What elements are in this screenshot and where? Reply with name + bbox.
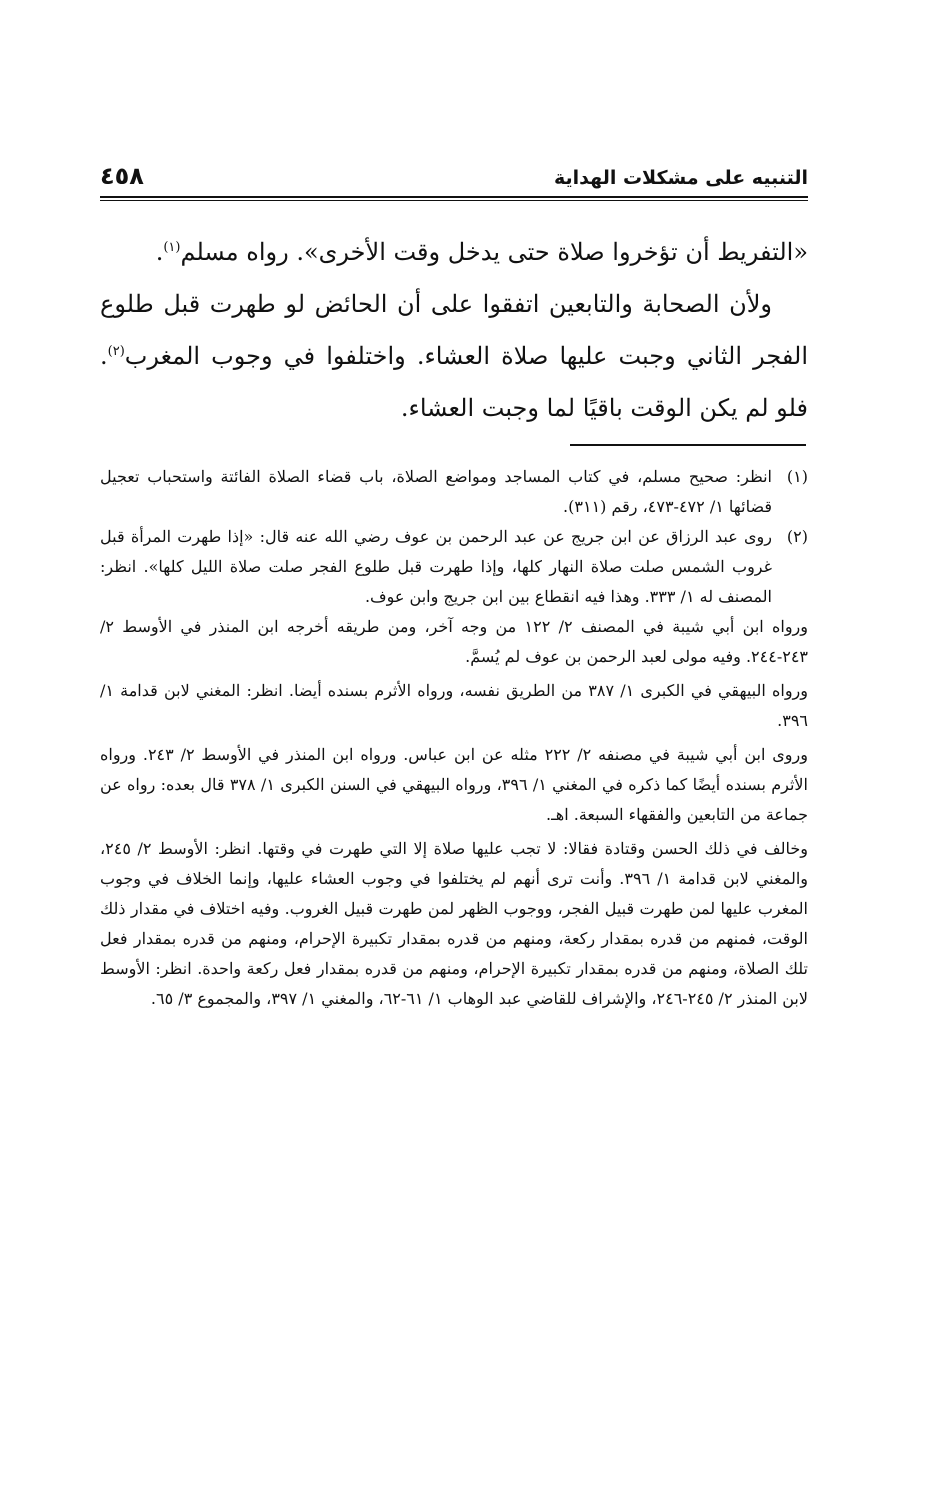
footnote-ref-1[interactable]: (١)	[163, 240, 181, 255]
header-rule	[100, 196, 808, 198]
header-rule-thin	[100, 200, 808, 201]
page-number: ٤٥٨	[100, 162, 144, 190]
footnote-2-number: (٢)	[786, 527, 808, 546]
footnote-2	[100, 522, 808, 612]
running-title: التنبيه على مشكلات الهداية	[554, 167, 808, 189]
footnote-ref-2[interactable]: (٢)	[107, 344, 125, 359]
footnote-1-number: (١)	[786, 467, 808, 486]
footnote-1-text: انظر: صحيح مسلم، في كتاب المساجد ومواضع الصلاة، باب قضاء الصلاة الفائتة واستحباب تعجيل قضائها ١/ ٤٧٢-٤٧٣، رقم (٣١١).	[100, 467, 772, 516]
footnote-2-text: روى عبد الرزاق عن ابن جريج عن عبد الرحمن بن عوف رضي الله عنه قال: «إذا طهرت المرأة قبل غروب الشمس صلت صلاة النهار كلها، وإذا طهرت قبل طلوع الفجر صلت صلاة الليل كلها». انظر: المصنف له ١/ ٣٣٣. وهذا فيه انقطاع بين ابن جريج وابن عوف.	[100, 527, 773, 606]
main-paragraph-1-text: «التفريط أن تؤخروا صلاة حتى يدخل وقت الأخرى». رواه مسلم	[180, 238, 808, 266]
footnote-2-paragraph: ورواه ابن أبي شيبة في المصنف ٢/ ١٢٢ من وجه آخر، ومن طريقه أخرجه ابن المنذر في الأوسط ٢/ ٢٤٣-٢٤٤. وفيه مولى لعبد الرحمن بن عوف لم يُسمَّ.	[100, 617, 808, 666]
footnote-2-paragraph: وخالف في ذلك الحسن وقتادة فقالا: لا تجب عليها صلاة إلا التي طهرت في وقتها. انظر: الأوسط ٢/ ٢٤٥، والمغني لابن قدامة ١/ ٣٩٦. وأنت ترى أنهم لم يختلفوا في وجوب العشاء عليها، وإنما الخلاف في وجوب المغرب عليها لمن طهرت قبيل الفجر، ووجوب الظهر لمن طهرت قبيل الغروب. وفيه اختلاف في مقدار ذلك الوقت، فمنهم من قدره بمقدار ركعة، ومنهم من قدره بمقدار تكبيرة الإحرام، ومنهم من قدره بمقدار فعل تلك الصلاة، ومنهم من قدره بمقدار تكبيرة الإحرام، ومنهم من قدره بمقدار فعل ركعة واحدة. انظر: الأوسط لابن المنذر ٢/ ٢٤٥-٢٤٦، والإشراف للقاضي عبد الوهاب ١/ ٦١-٦٢، والمغني ١/ ٣٩٧، والمجموع ٣/ ٦٥.	[100, 839, 809, 1008]
footnote-1	[100, 462, 808, 522]
footnote-2-paragraph: وروى ابن أبي شيبة في مصنفه ٢/ ٢٢٢ مثله عن ابن عباس. ورواه ابن المنذر في الأوسط ٢/ ٢٤٣. ورواه الأثرم بسنده أيضًا كما ذكره في المغني ١/ ٣٩٦، ورواه البيهقي في السنن الكبرى ١/ ٣٧٨ قال بعده: رواه عن جماعة من التابعين والفقهاء السبعة. اهـ.	[100, 745, 809, 824]
page-header	[100, 150, 808, 190]
main-paragraph-2-text: ولأن الصحابة والتابعين اتفقوا على أن الحائض لو طهرت قبل طلوع الفجر الثاني وجبت عليها صلاة العشاء. واختلفوا في وجوب المغرب	[100, 290, 808, 370]
main-paragraph-2	[100, 278, 808, 434]
main-paragraph-2-tail: . فلو لم يكن الوقت باقيًا لما وجبت العشاء.	[100, 342, 808, 422]
main-text	[100, 226, 808, 434]
footnote-2-paragraph: ورواه البيهقي في الكبرى ١/ ٣٨٧ من الطريق نفسه، ورواه الأثرم بسنده أيضا. انظر: المغني لابن قدامة ١/ ٣٩٦.	[100, 681, 809, 730]
main-paragraph-1-tail: .	[155, 238, 164, 266]
footnotes	[100, 462, 808, 1018]
footnote-separator	[570, 444, 806, 446]
main-paragraph-1	[100, 226, 808, 278]
